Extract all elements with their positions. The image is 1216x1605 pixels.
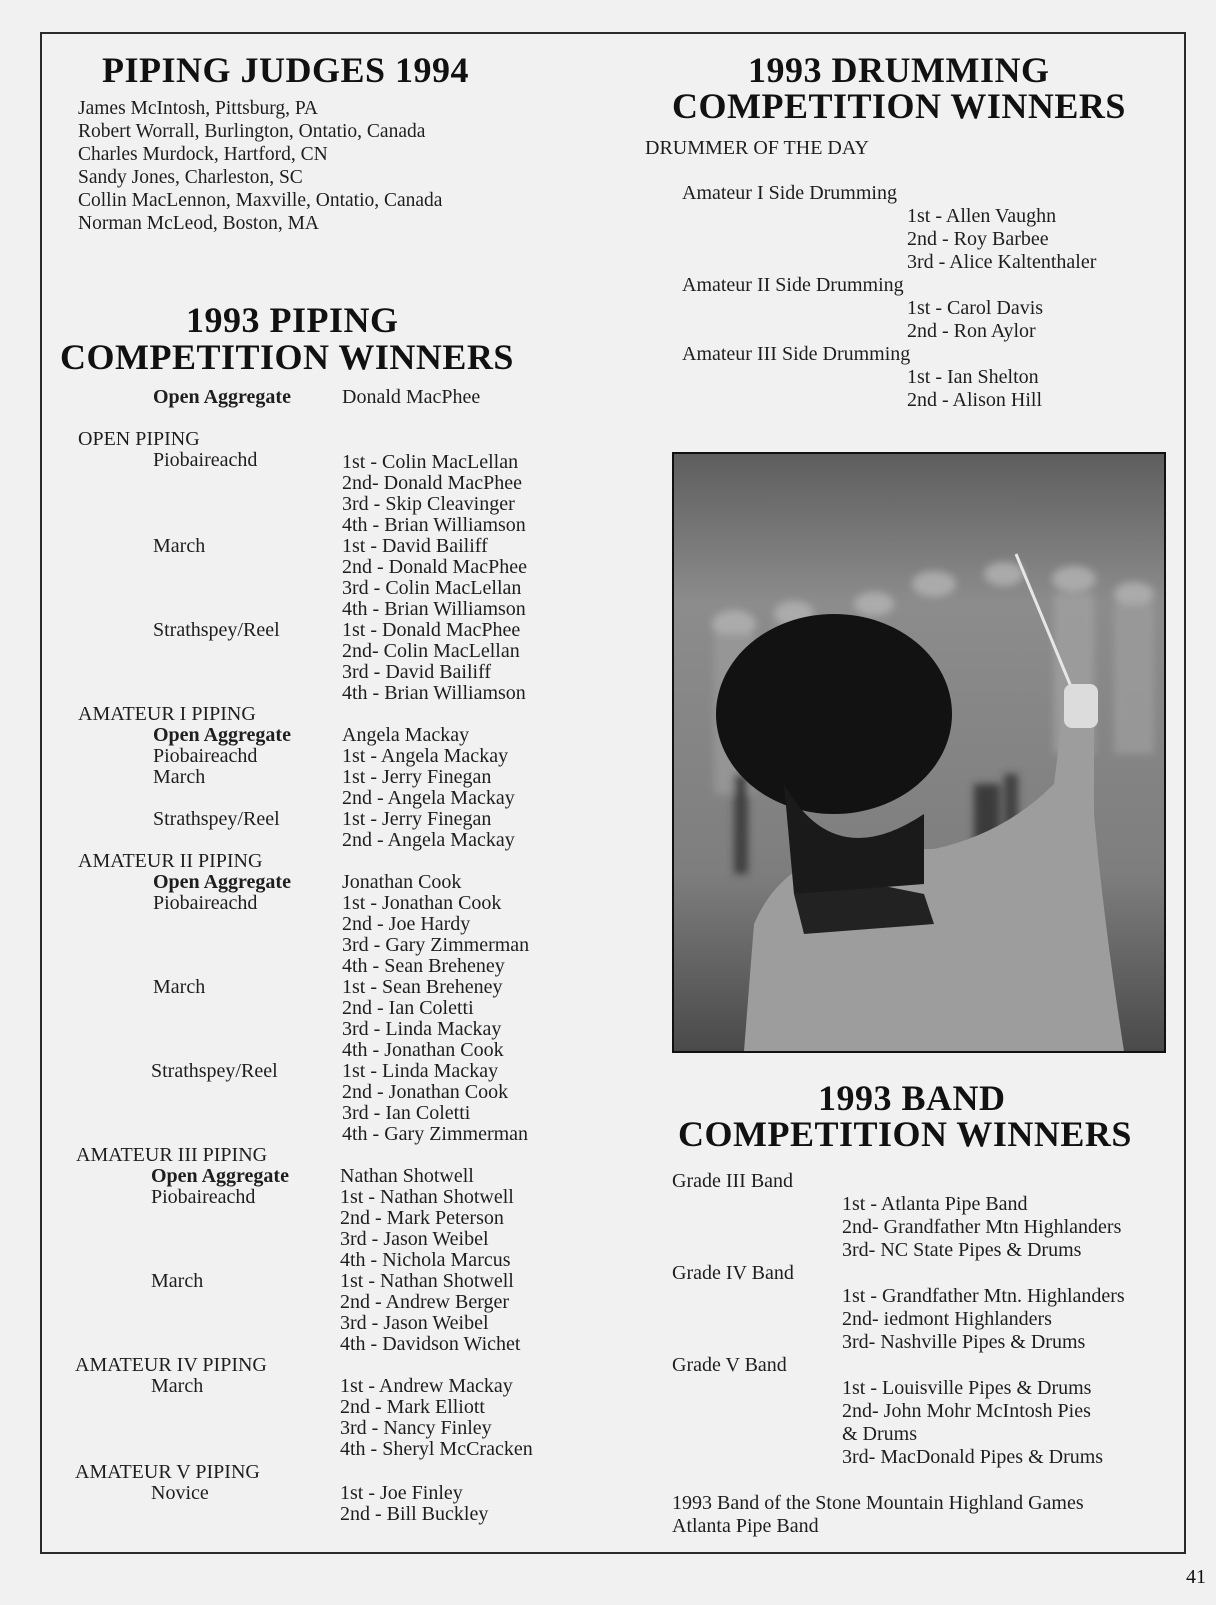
result-line: 2nd - Mark Peterson — [340, 1207, 504, 1229]
result-line: 2nd- iedmont Highlanders — [842, 1308, 1052, 1330]
result-line: 2nd - Mark Elliott — [340, 1396, 485, 1418]
result-line: 3rd - Colin MacLellan — [342, 577, 522, 599]
result-line: 4th - Nichola Marcus — [340, 1249, 511, 1271]
category-label: Grade IV Band — [672, 1262, 794, 1284]
result-line: 2nd - Ian Coletti — [342, 997, 474, 1019]
category-label: March — [153, 766, 206, 788]
category-label: Amateur II Side Drumming — [682, 274, 904, 296]
result-line: 1st - Jonathan Cook — [342, 892, 502, 914]
result-line: 1st - Nathan Shotwell — [340, 1186, 514, 1208]
piping-judges-title: PIPING JUDGES 1994 — [102, 50, 470, 90]
result-line: 3rd - Linda Mackay — [342, 1018, 502, 1040]
result-line: 2nd - Jonathan Cook — [342, 1081, 509, 1103]
result-line: 3rd - Jason Weibel — [340, 1228, 489, 1250]
result-line: 1st - Allen Vaughn — [907, 205, 1057, 227]
drumming-title-line1: 1993 DRUMMING — [748, 50, 1050, 90]
result-line: 3rd - David Bailiff — [342, 661, 492, 683]
piping-title-line2: COMPETITION WINNERS — [60, 337, 514, 377]
result-line: 1st - Louisville Pipes & Drums — [842, 1377, 1092, 1399]
result-line: 1st - Atlanta Pipe Band — [842, 1193, 1028, 1215]
category-label: March — [151, 1270, 204, 1292]
page-number: 41 — [1186, 1566, 1206, 1588]
result-line: 2nd - Donald MacPhee — [342, 556, 527, 578]
judge-line: Robert Worrall, Burlington, Ontatio, Canada — [78, 121, 426, 142]
result-line: 1st - Colin MacLellan — [342, 451, 519, 473]
category-label: Open Aggregate — [153, 724, 291, 746]
result-line: 4th - Sean Breheney — [342, 955, 505, 977]
result-line: 3rd - Ian Coletti — [342, 1102, 471, 1124]
result-line: 1st - Andrew Mackay — [340, 1375, 513, 1397]
result-line: 2nd - Andrew Berger — [340, 1291, 510, 1313]
amateur-3-heading: AMATEUR III PIPING — [76, 1144, 268, 1166]
category-label: Open Aggregate — [153, 871, 291, 893]
result-line: 1st - Grandfather Mtn. Highlanders — [842, 1285, 1125, 1307]
result-line: 3rd - Gary Zimmerman — [342, 934, 530, 956]
result-line: 2nd - Alison Hill — [907, 389, 1043, 411]
judge-line: Charles Murdock, Hartford, CN — [78, 144, 328, 165]
category-label: Open Aggregate — [151, 1165, 289, 1187]
result-line: 2nd - Bill Buckley — [340, 1503, 489, 1525]
result-line: 3rd - Nancy Finley — [340, 1417, 492, 1439]
category-label: March — [153, 976, 206, 998]
result-line: 1st - Jerry Finegan — [342, 766, 492, 788]
result-line: 3rd- NC State Pipes & Drums — [842, 1239, 1082, 1261]
piping-title-line1: 1993 PIPING — [186, 300, 399, 340]
band-of-games-winner: Atlanta Pipe Band — [672, 1515, 819, 1537]
amateur-1-heading: AMATEUR I PIPING — [78, 703, 256, 725]
category-label: March — [153, 535, 206, 557]
category-label: March — [151, 1375, 204, 1397]
judge-line: Collin MacLennon, Maxville, Ontatio, Canada — [78, 190, 443, 211]
result-line: 3rd - Skip Cleavinger — [342, 493, 515, 515]
amateur-5-heading: AMATEUR V PIPING — [75, 1461, 260, 1483]
result-line: 1st - Sean Breheney — [342, 976, 503, 998]
category-label: Strathspey/Reel — [153, 619, 280, 641]
result-line: 2nd- Colin MacLellan — [342, 640, 520, 662]
open-aggregate-label: Open Aggregate — [153, 386, 291, 408]
drum-major-photo — [672, 452, 1166, 1053]
result-line: 1st - Joe Finley — [340, 1482, 463, 1504]
judge-line: Sandy Jones, Charleston, SC — [78, 167, 303, 188]
result-line: 1st - Linda Mackay — [342, 1060, 499, 1082]
result-line: 3rd - Jason Weibel — [340, 1312, 489, 1334]
band-title-line1: 1993 BAND — [818, 1078, 1006, 1118]
result-line: 3rd- Nashville Pipes & Drums — [842, 1331, 1086, 1353]
result-line: 2nd- Grandfather Mtn Highlanders — [842, 1216, 1122, 1238]
drummer-of-the-day: DRUMMER OF THE DAY — [645, 137, 869, 159]
category-label: Strathspey/Reel — [153, 808, 280, 830]
result-line: 2nd - Angela Mackay — [342, 829, 515, 851]
result-line: 2nd - Roy Barbee — [907, 228, 1049, 250]
result-line: 3rd- MacDonald Pipes & Drums — [842, 1446, 1104, 1468]
category-label: Piobaireachd — [153, 892, 258, 914]
open-aggregate-winner: Donald MacPhee — [342, 386, 481, 408]
result-line: 1st - Ian Shelton — [907, 366, 1039, 388]
category-label: Grade V Band — [672, 1354, 787, 1376]
category-label: Piobaireachd — [151, 1186, 256, 1208]
result-line: Angela Mackay — [342, 724, 470, 746]
result-line: 2nd- John Mohr McIntosh Pies — [842, 1400, 1091, 1422]
category-label: Novice — [151, 1482, 209, 1504]
result-line: 1st - Jerry Finegan — [342, 808, 492, 830]
amateur-2-heading: AMATEUR II PIPING — [78, 850, 263, 872]
result-line: & Drums — [842, 1423, 917, 1445]
result-line: 4th - Davidson Wichet — [340, 1333, 521, 1355]
category-label: Piobaireachd — [153, 745, 258, 767]
result-line: 4th - Brian Williamson — [342, 514, 526, 536]
result-line: 2nd - Ron Aylor — [907, 320, 1036, 342]
drumming-title-line2: COMPETITION WINNERS — [672, 86, 1126, 126]
category-label: Strathspey/Reel — [151, 1060, 278, 1082]
result-line: 4th - Jonathan Cook — [342, 1039, 504, 1061]
result-line: 4th - Sheryl McCracken — [340, 1438, 533, 1460]
result-line: 4th - Brian Williamson — [342, 682, 526, 704]
result-line: 1st - Donald MacPhee — [342, 619, 521, 641]
result-line: Jonathan Cook — [342, 871, 462, 893]
band-title-line2: COMPETITION WINNERS — [678, 1114, 1132, 1154]
category-label: Grade III Band — [672, 1170, 794, 1192]
result-line: 1st - Nathan Shotwell — [340, 1270, 514, 1292]
result-line: 4th - Gary Zimmerman — [342, 1123, 529, 1145]
result-line: 2nd - Angela Mackay — [342, 787, 515, 809]
result-line: 2nd- Donald MacPhee — [342, 472, 522, 494]
result-line: 1st - David Bailiff — [342, 535, 488, 557]
judge-line: James McIntosh, Pittsburg, PA — [78, 98, 318, 119]
category-label: Amateur III Side Drumming — [682, 343, 911, 365]
category-label: Amateur I Side Drumming — [682, 182, 897, 204]
result-line: 2nd - Joe Hardy — [342, 913, 471, 935]
result-line: 4th - Brian Williamson — [342, 598, 526, 620]
open-piping-heading: OPEN PIPING — [78, 428, 200, 450]
result-line: Nathan Shotwell — [340, 1165, 474, 1187]
judge-line: Norman McLeod, Boston, MA — [78, 213, 320, 234]
amateur-4-heading: AMATEUR IV PIPING — [75, 1354, 267, 1376]
result-line: 1st - Angela Mackay — [342, 745, 509, 767]
result-line: 1st - Carol Davis — [907, 297, 1044, 319]
result-line: 3rd - Alice Kaltenthaler — [907, 251, 1097, 273]
band-of-games-line: 1993 Band of the Stone Mountain Highland Games — [672, 1492, 1084, 1514]
category-label: Piobaireachd — [153, 449, 258, 471]
